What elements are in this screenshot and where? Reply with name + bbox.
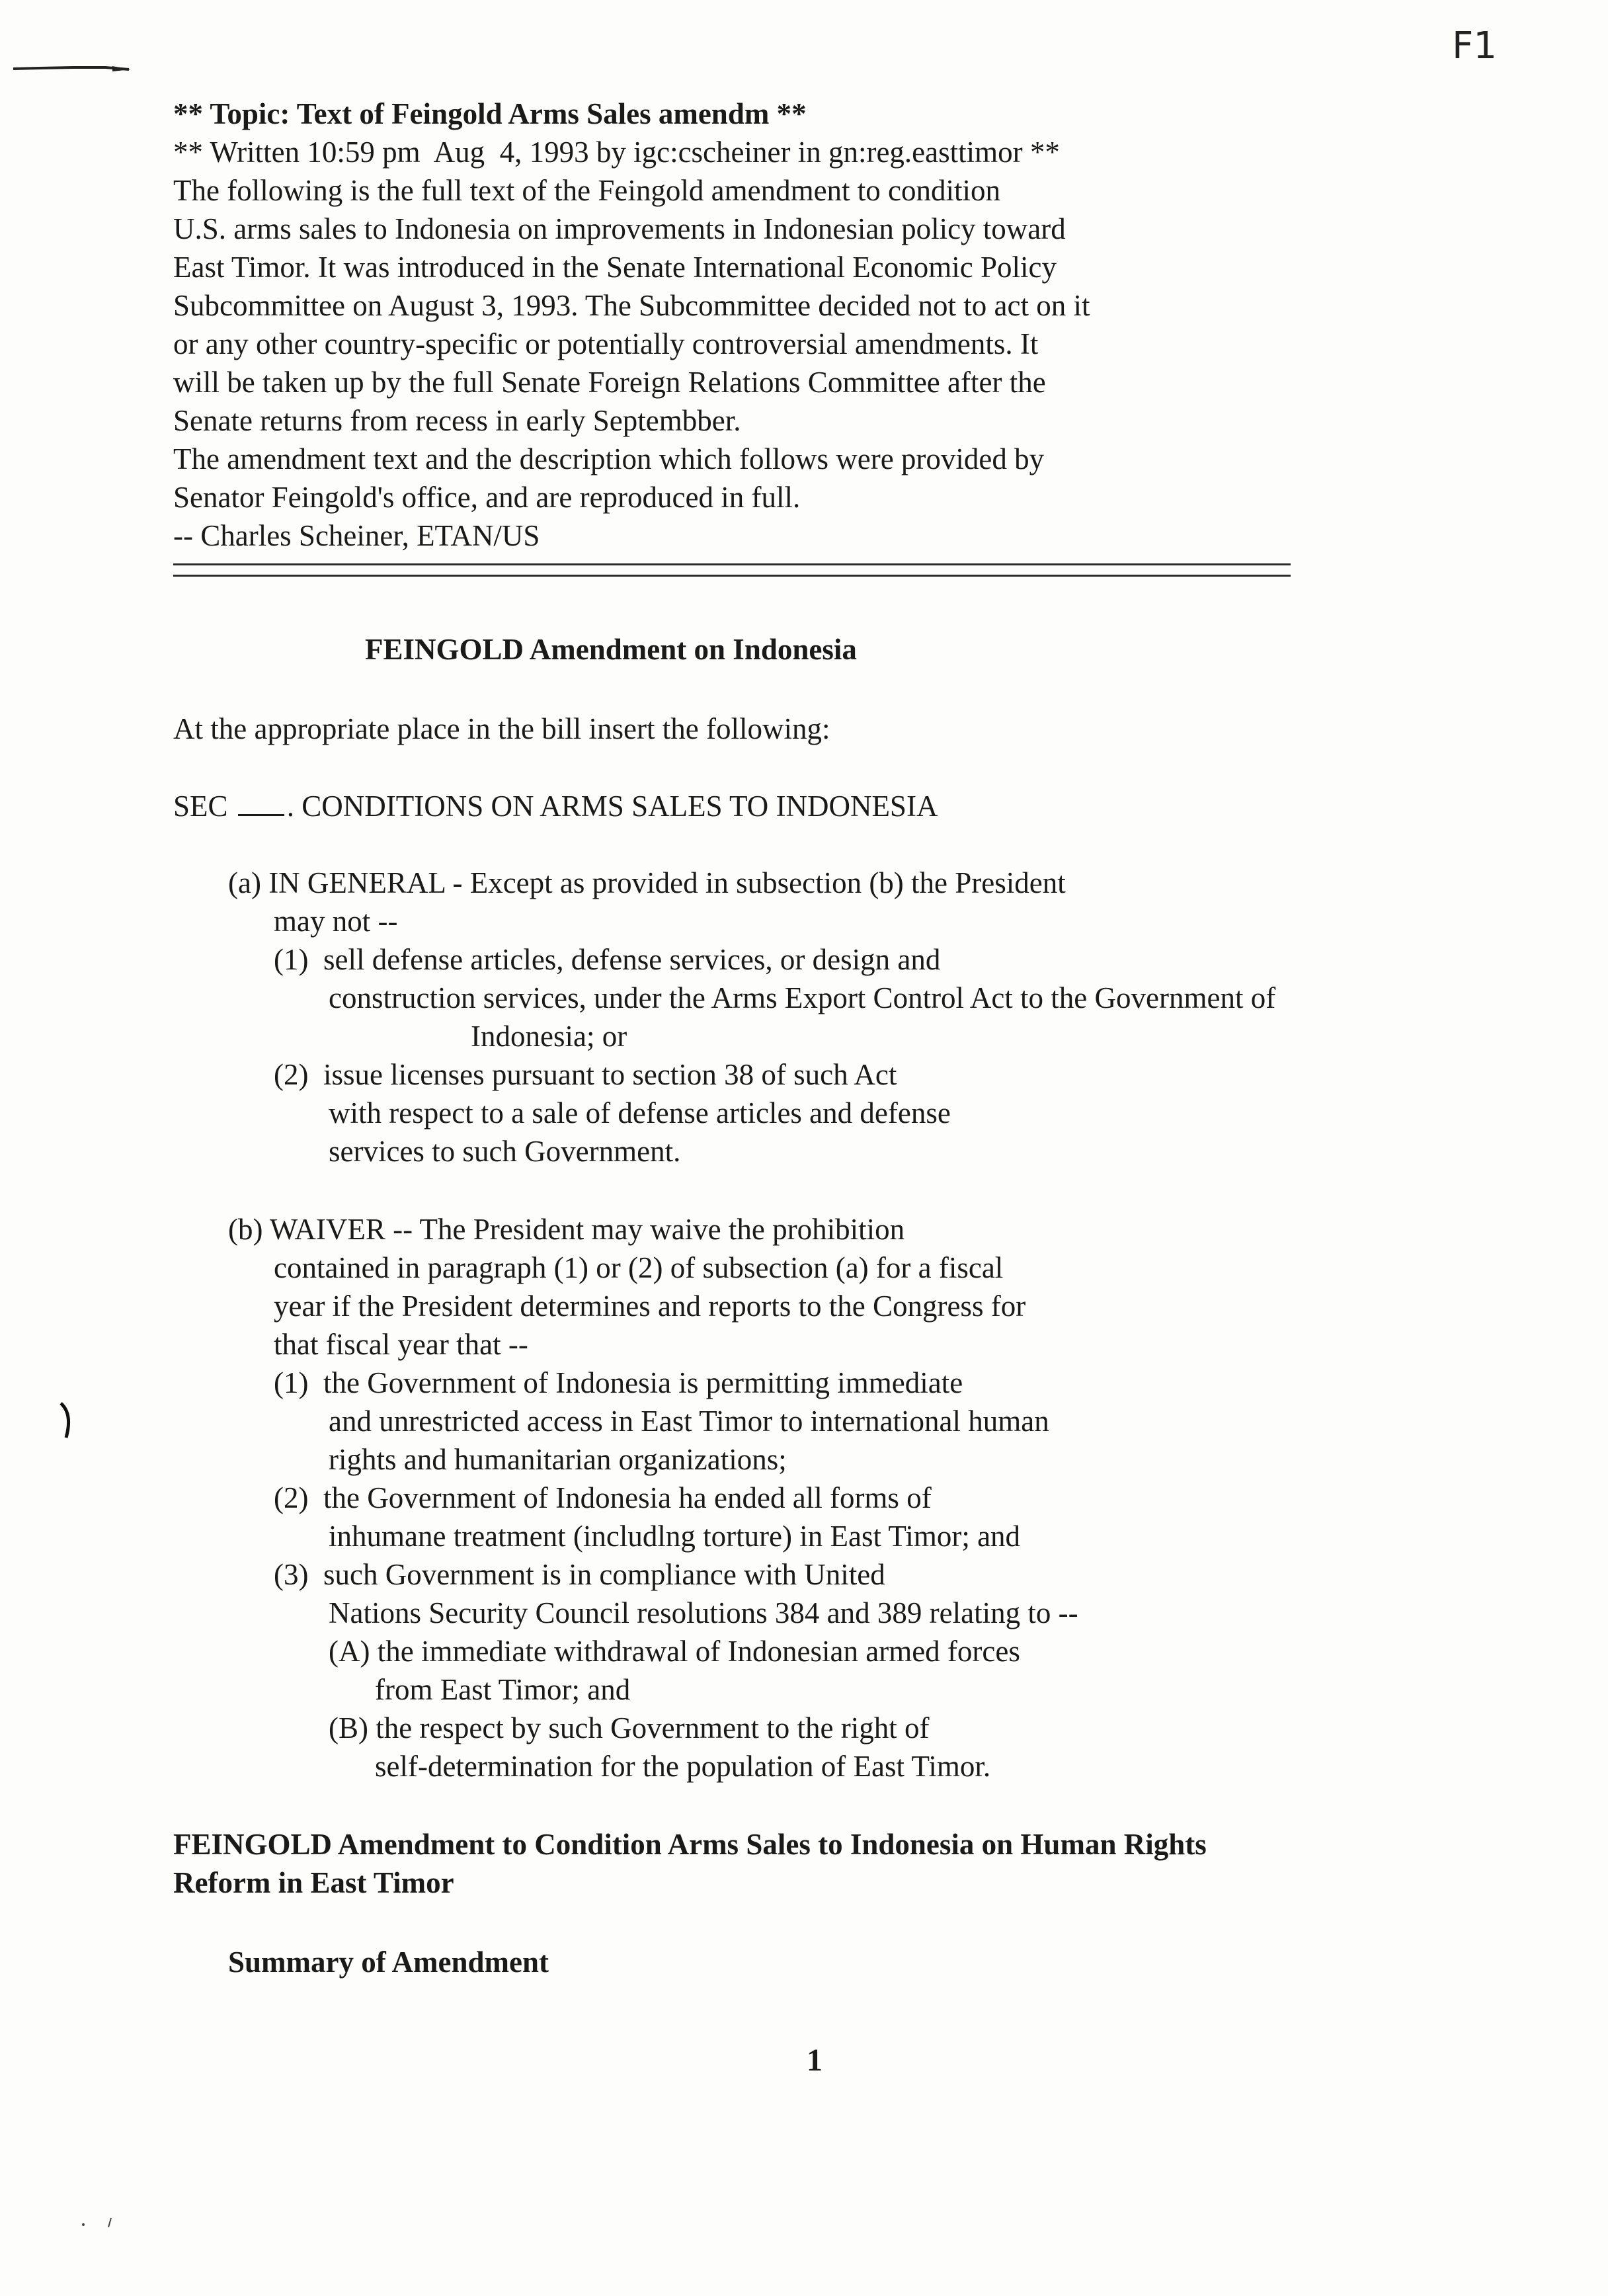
intro-line: or any other country-specific or potentially controversial amendments. It [173, 327, 1039, 360]
separator-rule [173, 563, 1291, 577]
subsection-b-line: (1) the Government of Indonesia is permitting immediate [274, 1366, 963, 1399]
subsection-a-line: services to such Government. [329, 1135, 681, 1168]
intro-line: The amendment text and the description which follows were provided by [173, 442, 1045, 475]
scan-mark-icon [13, 63, 132, 73]
intro-line: will be taken up by the full Senate Foreign Relations Committee after the [173, 366, 1046, 399]
section-heading [173, 788, 938, 824]
margin-mark-icon [58, 1401, 77, 1440]
subsection-b-line: (b) WAIVER -- The President may waive the prohibition [228, 1213, 905, 1246]
topic-line: ** Topic: Text of Feingold Arms Sales amendm ** [173, 97, 807, 130]
subsection-a-line: with respect to a sale of defense articles and defense [329, 1096, 951, 1129]
subsection-a-line: (2) issue licenses pursuant to section 38 of such Act [274, 1058, 897, 1091]
subsection-a-line: may not -- [274, 905, 398, 938]
summary-title-line: Reform in East Timor [173, 1866, 454, 1899]
written-line: ** Written 10:59 pm Aug 4, 1993 by igc:cscheiner in gn:reg.easttimor ** [173, 136, 1060, 169]
intro-line: East Timor. It was introduced in the Senate International Economic Policy [173, 251, 1057, 284]
page-number: 1 [807, 2043, 823, 2078]
subsection-b-line: (B) the respect by such Government to the right of [329, 1711, 930, 1744]
scan-speck-icon [79, 2215, 119, 2229]
section-title: . CONDITIONS ON ARMS SALES TO INDONESIA [286, 790, 938, 823]
intro-line: The following is the full text of the Feingold amendment to condition [173, 174, 1001, 207]
intro-line: Subcommittee on August 3, 1993. The Subcommittee decided not to act on it [173, 289, 1090, 322]
subsection-b-line: (3) such Government is in compliance with United [274, 1558, 885, 1591]
subsection-b-line: and unrestricted access in East Timor to international human [329, 1405, 1049, 1438]
subsection-a-line: construction services, under the Arms Export Control Act to the Government of [329, 981, 1276, 1014]
amendment-title: FEINGOLD Amendment on Indonesia [365, 633, 857, 666]
intro-line: Senator Feingold's office, and are reproduced in full. [173, 481, 801, 514]
section-prefix: SEC [173, 790, 228, 823]
signature-line: -- Charles Scheiner, ETAN/US [173, 519, 540, 552]
summary-subtitle: Summary of Amendment [228, 1946, 549, 1979]
section-number-blank [238, 794, 284, 816]
corner-handwritten-mark: F1 [1452, 24, 1497, 67]
subsection-b-line: (2) the Government of Indonesia ha ended all forms of [274, 1481, 932, 1514]
instruction-line: At the appropriate place in the bill insert the following: [173, 712, 830, 745]
intro-line: Senate returns from recess in early Septembber. [173, 404, 741, 437]
subsection-b-line: Nations Security Council resolutions 384 and 389 relating to -- [329, 1596, 1078, 1629]
subsection-b-line: from East Timor; and [375, 1673, 631, 1706]
subsection-b-line: inhumane treatment (includlng torture) in East Timor; and [329, 1520, 1021, 1553]
subsection-b-line: that fiscal year that -- [274, 1328, 528, 1361]
subsection-b-line: contained in paragraph (1) or (2) of subsection (a) for a fiscal [274, 1251, 1004, 1284]
subsection-a-line: (1) sell defense articles, defense services, or design and [274, 943, 941, 976]
subsection-a-line: (a) IN GENERAL - Except as provided in subsection (b) the President [228, 866, 1066, 899]
subsection-a-line: Indonesia; or [471, 1020, 627, 1053]
subsection-b-line: self-determination for the population of East Timor. [375, 1750, 991, 1783]
subsection-b-line: year if the President determines and reports to the Congress for [274, 1290, 1026, 1323]
subsection-b-line: (A) the immediate withdrawal of Indonesian armed forces [329, 1635, 1020, 1668]
intro-line: U.S. arms sales to Indonesia on improvements in Indonesian policy toward [173, 212, 1066, 245]
subsection-b-line: rights and humanitarian organizations; [329, 1443, 787, 1476]
summary-title-line: FEINGOLD Amendment to Condition Arms Sales to Indonesia on Human Rights [173, 1828, 1207, 1861]
